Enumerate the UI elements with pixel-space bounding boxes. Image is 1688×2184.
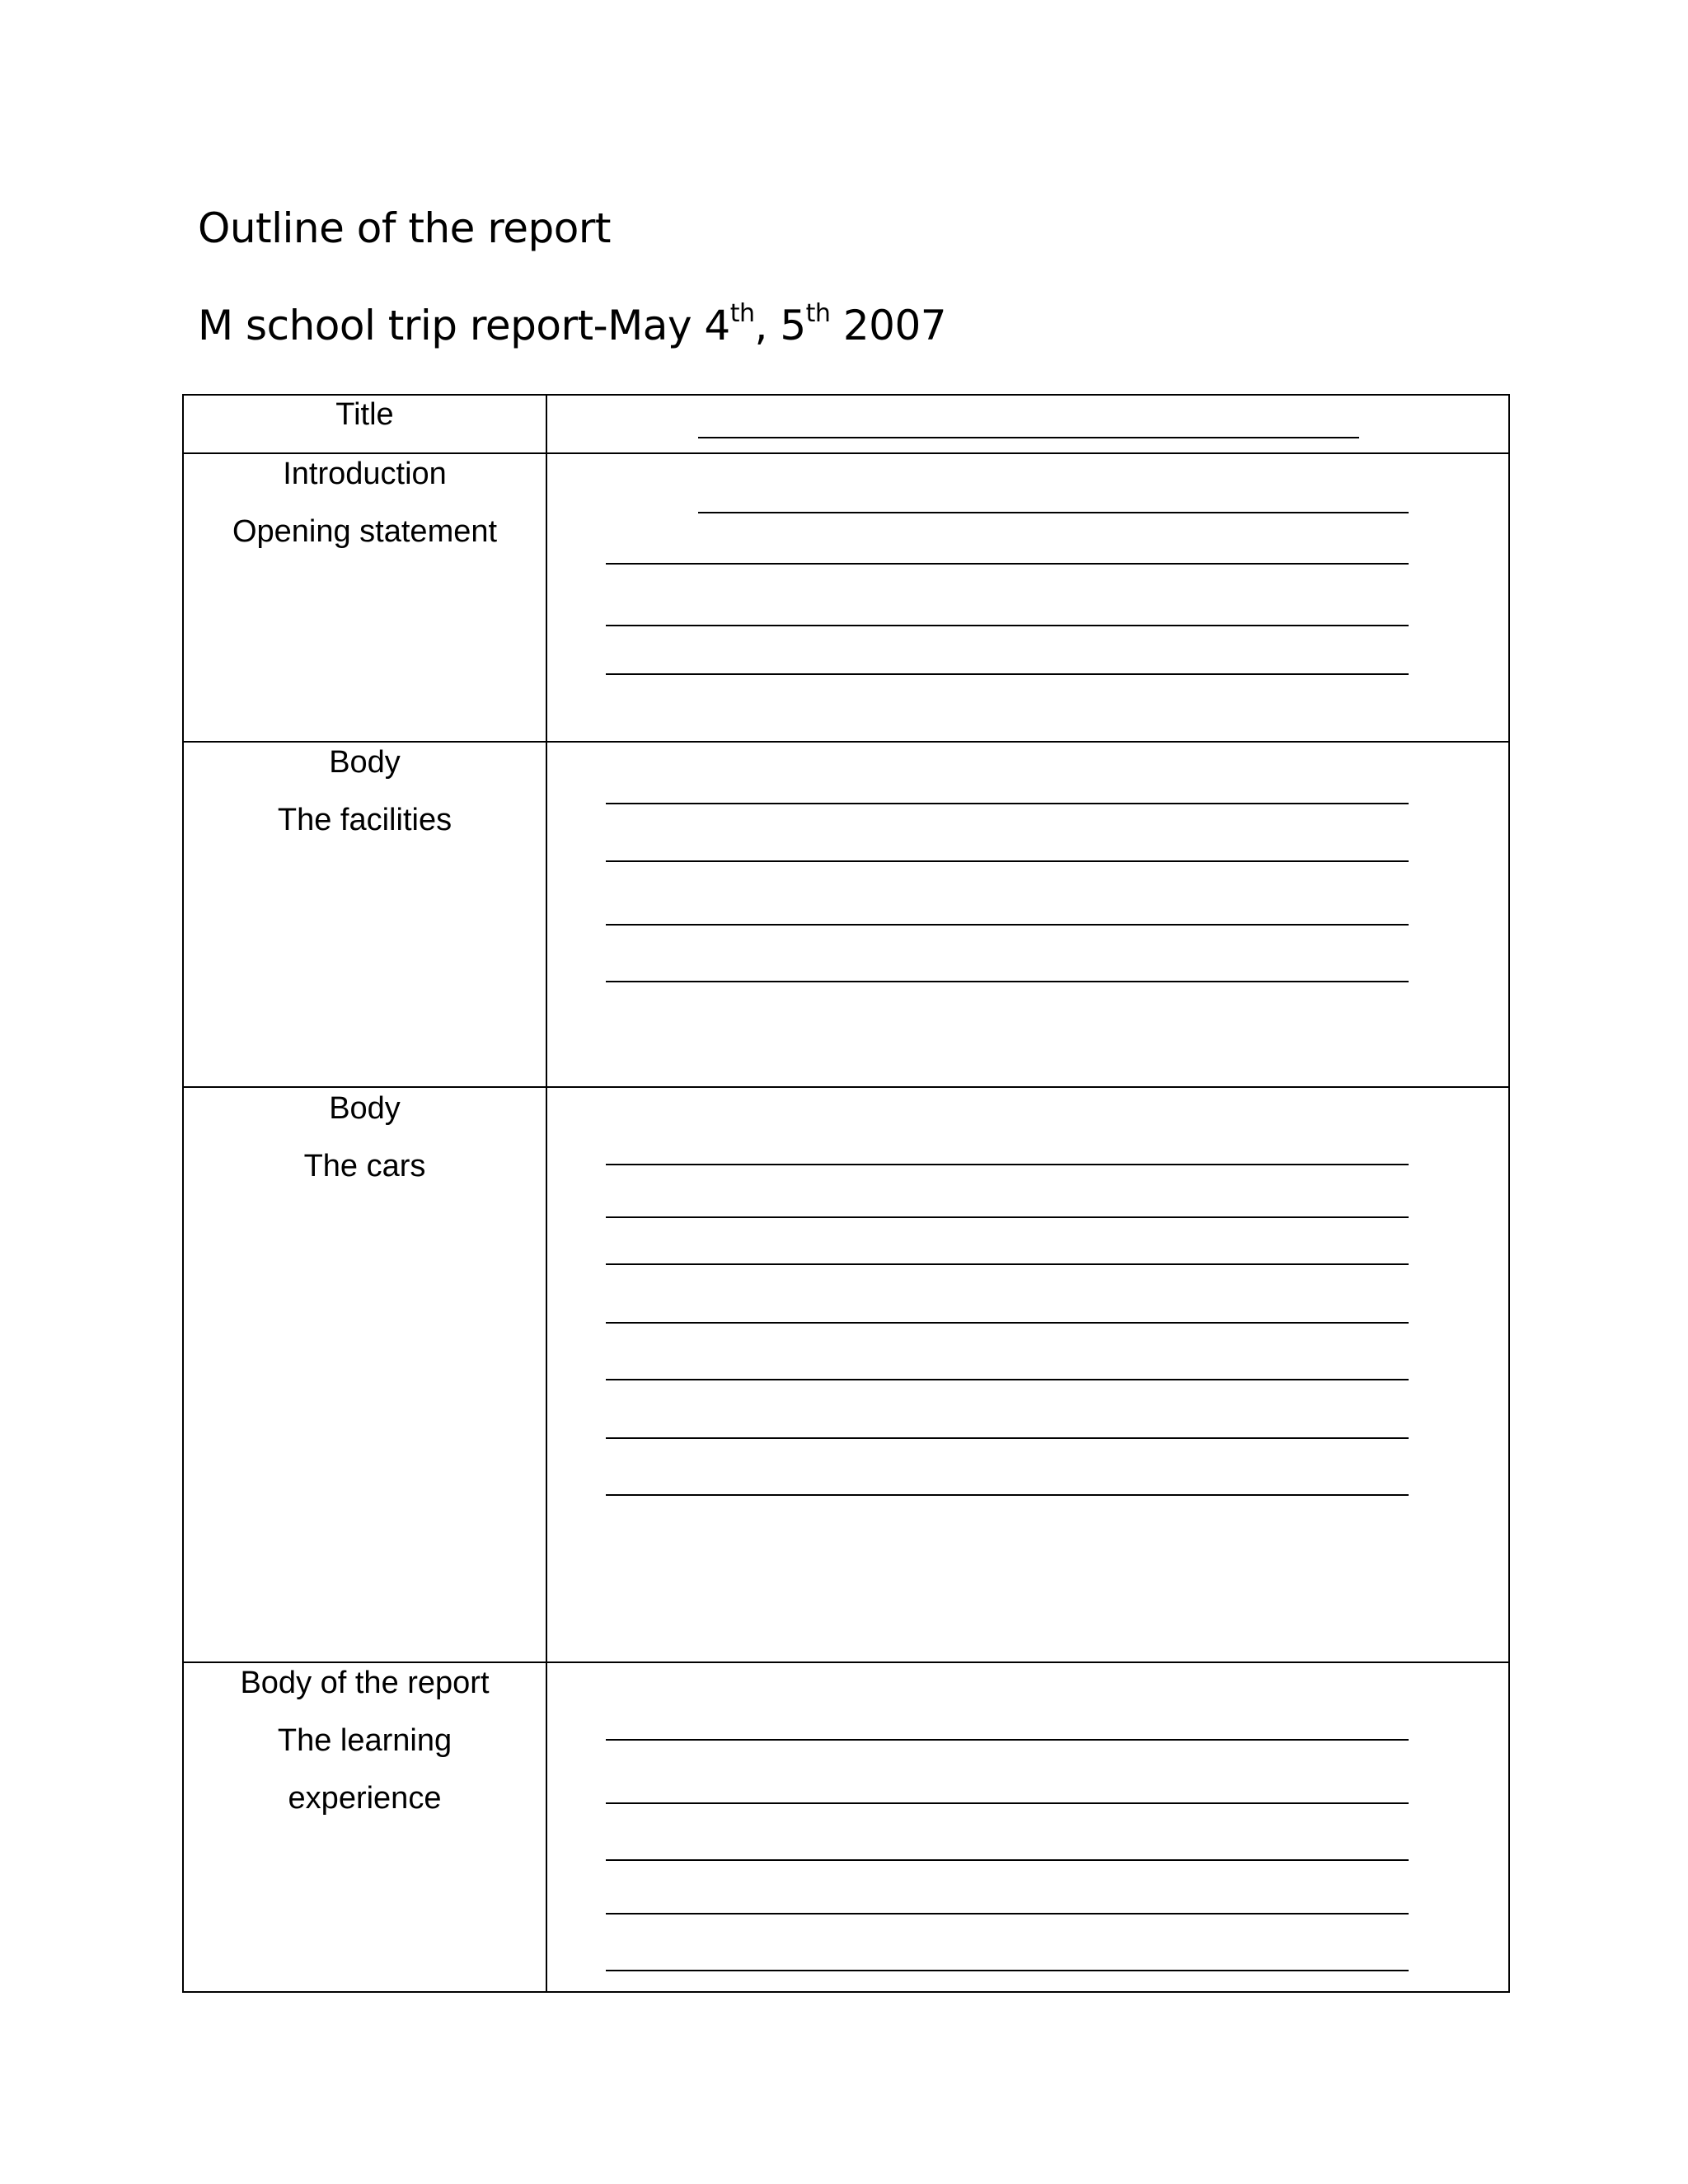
subtitle-text-middle: , 5 (754, 302, 806, 349)
cars-writing-line[interactable] (606, 1164, 1409, 1165)
learning-writing-line[interactable] (606, 1859, 1409, 1861)
row-divider (184, 1086, 1508, 1088)
introduction-writing-line[interactable] (606, 563, 1409, 565)
facilities-writing-line[interactable] (606, 981, 1409, 982)
row-learning-sublabel-continued: experience (288, 1781, 442, 1816)
facilities-writing-line[interactable] (606, 924, 1409, 926)
subtitle-text-end: 2007 (830, 302, 947, 349)
row-introduction-sublabel: Opening statement (232, 514, 498, 549)
cars-writing-line[interactable] (606, 1379, 1409, 1380)
cars-writing-line[interactable] (606, 1216, 1409, 1218)
second-date-suffix: th (805, 299, 831, 328)
row-body-facilities-label: Body (329, 745, 401, 780)
learning-writing-line[interactable] (606, 1913, 1409, 1915)
introduction-writing-line[interactable] (606, 673, 1409, 675)
row-title-label: Title (335, 397, 394, 432)
learning-writing-line[interactable] (606, 1739, 1409, 1741)
row-learning-label: Body of the report (240, 1666, 490, 1700)
row-divider (184, 1661, 1508, 1663)
title-writing-line[interactable] (698, 437, 1359, 438)
report-subtitle (198, 299, 947, 349)
page-title: Outline of the report (198, 204, 612, 252)
learning-writing-line[interactable] (606, 1970, 1409, 1971)
row-body-cars-label: Body (329, 1091, 401, 1126)
row-divider (184, 452, 1508, 454)
row-body-cars-sublabel: The cars (303, 1149, 426, 1183)
row-introduction-label: Introduction (283, 457, 447, 491)
row-divider (184, 741, 1508, 743)
introduction-writing-line[interactable] (698, 512, 1409, 513)
introduction-writing-line[interactable] (606, 625, 1409, 626)
cars-writing-line[interactable] (606, 1437, 1409, 1439)
facilities-writing-line[interactable] (606, 803, 1409, 804)
outline-table (182, 394, 1510, 1993)
subtitle-text-start: M school trip report-May 4 (198, 302, 730, 349)
column-divider (546, 396, 547, 1991)
facilities-writing-line[interactable] (606, 860, 1409, 862)
cars-writing-line[interactable] (606, 1263, 1409, 1265)
cars-writing-line[interactable] (606, 1494, 1409, 1496)
first-date-suffix: th (729, 299, 755, 328)
row-body-facilities-sublabel: The facilities (277, 803, 452, 837)
row-learning-sublabel: The learning (277, 1723, 452, 1758)
learning-writing-line[interactable] (606, 1802, 1409, 1804)
cars-writing-line[interactable] (606, 1322, 1409, 1324)
